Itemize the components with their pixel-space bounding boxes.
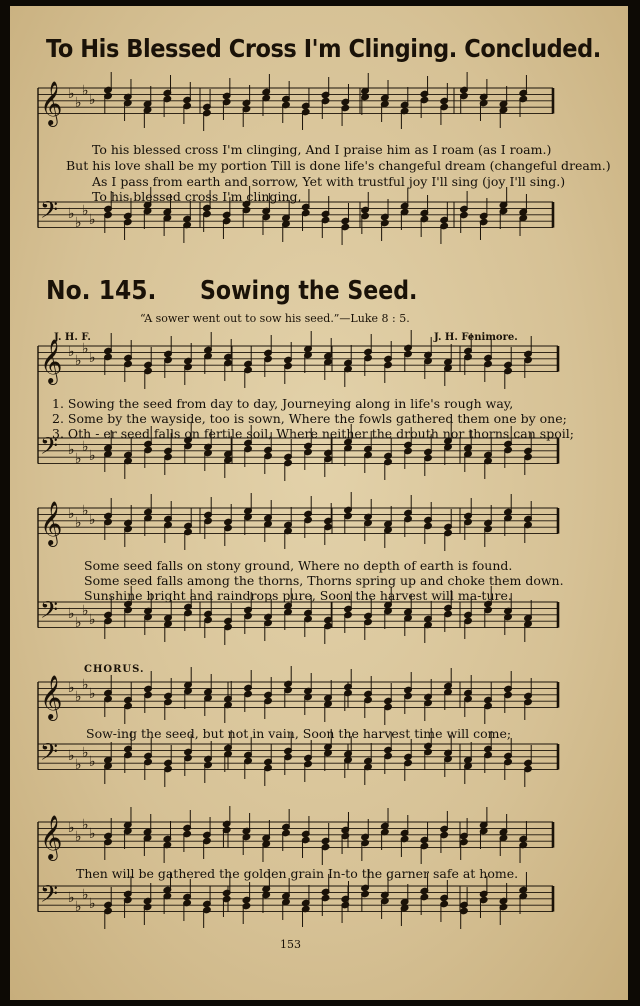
flat-icon: ♭ xyxy=(68,820,75,836)
flat-icon: ♭ xyxy=(75,451,82,467)
flat-icon: ♭ xyxy=(75,95,82,111)
treble-clef-icon: 𝄞 xyxy=(40,81,63,125)
flat-icon: ♭ xyxy=(89,350,96,366)
flat-icon: ♭ xyxy=(82,817,89,833)
top-lyric-3: As I pass from earth and sorrow, Yet with trustful joy I'll sing (joy I'll sing.) xyxy=(92,174,566,189)
flat-icon: ♭ xyxy=(82,503,89,519)
flat-icon: ♭ xyxy=(75,515,82,531)
treble-clef-icon: 𝄞 xyxy=(40,815,63,859)
flat-icon: ♭ xyxy=(75,899,82,915)
flat-icon: ♭ xyxy=(68,890,75,906)
verse1-line1: 1. Sowing the seed from day to day, Journeying along in life's rough way, xyxy=(52,396,514,411)
flat-icon: ♭ xyxy=(82,203,89,219)
top-lyric-2: But his love shall be my portion Till is done life's changeful dream (changeful dream.) xyxy=(66,158,611,173)
top-lyric-1: To his blessed cross I'm clinging, And I praise him as I roam (as I roam.) xyxy=(92,142,552,157)
flat-icon: ♭ xyxy=(89,92,96,108)
chorus-line2: Then will be gathered the golden grain In-to the garner safe at home. xyxy=(76,866,519,881)
flat-icon: ♭ xyxy=(89,512,96,528)
flat-icon: ♭ xyxy=(75,615,82,631)
flat-icon: ♭ xyxy=(89,448,96,464)
flat-icon: ♭ xyxy=(68,86,75,102)
chorus-label: CHORUS. xyxy=(84,664,145,675)
flat-icon: ♭ xyxy=(89,826,96,842)
top-lyric-4: To his blessed cross I'm clinging, xyxy=(92,189,302,204)
bass-clef-icon: 𝄢 xyxy=(40,880,59,913)
flat-icon: ♭ xyxy=(68,680,75,696)
music-credit: J. H. Fenimore. xyxy=(434,332,518,343)
flat-icon: ♭ xyxy=(68,206,75,222)
flat-icon: ♭ xyxy=(82,439,89,455)
flat-icon: ♭ xyxy=(89,896,96,912)
words-credit: J. H. F. xyxy=(54,332,91,343)
scripture-quote: “A sower went out to sow his seed.”—Luke 8 : 5. xyxy=(140,312,410,325)
hymnal-page xyxy=(10,6,628,1000)
flat-icon: ♭ xyxy=(82,603,89,619)
flat-icon: ♭ xyxy=(82,745,89,761)
hymn-number: No. 145. xyxy=(46,276,157,306)
flat-icon: ♭ xyxy=(75,829,82,845)
verse2-line2: Some seed falls among the thorns, Thorns spring up and choke them down. xyxy=(84,573,564,588)
top-hymn-title: To His Blessed Cross I'm Clinging. Concluded. xyxy=(46,34,601,63)
flat-icon: ♭ xyxy=(82,887,89,903)
flat-icon: ♭ xyxy=(68,606,75,622)
flat-icon: ♭ xyxy=(82,677,89,693)
flat-icon: ♭ xyxy=(68,748,75,764)
hymn-title: Sowing the Seed. xyxy=(200,276,418,306)
flat-icon: ♭ xyxy=(89,212,96,228)
flat-icon: ♭ xyxy=(75,215,82,231)
chorus-line1: Sow-ing the seed, but not in vain, Soon the harvest time will come; xyxy=(86,726,512,741)
flat-icon: ♭ xyxy=(89,754,96,770)
flat-icon: ♭ xyxy=(75,353,82,369)
page-number: 153 xyxy=(280,938,301,951)
flat-icon: ♭ xyxy=(89,612,96,628)
verse2-line1: 2. Some by the wayside, too is sown, Where the fowls gathered them one by one; xyxy=(52,411,567,426)
bass-clef-icon: 𝄢 xyxy=(40,596,59,629)
treble-clef-icon: 𝄞 xyxy=(40,675,63,719)
flat-icon: ♭ xyxy=(75,689,82,705)
bass-clef-icon: 𝄢 xyxy=(40,196,59,229)
flat-icon: ♭ xyxy=(75,757,82,773)
flat-icon: ♭ xyxy=(68,506,75,522)
flat-icon: ♭ xyxy=(68,442,75,458)
treble-clef-icon: 𝄞 xyxy=(40,339,63,383)
verse3-line2: Sunshine bright and raindrops pure, Soon the harvest will ma-ture. xyxy=(84,588,512,603)
flat-icon: ♭ xyxy=(82,341,89,357)
flat-icon: ♭ xyxy=(68,344,75,360)
bass-clef-icon: 𝄢 xyxy=(40,738,59,771)
bass-clef-icon: 𝄢 xyxy=(40,432,59,465)
flat-icon: ♭ xyxy=(82,83,89,99)
verse3-line1: 3. Oth - er seed falls on fertile soil, Where neither the drouth nor thorns can spoil; xyxy=(52,426,574,441)
treble-clef-icon: 𝄞 xyxy=(40,501,63,545)
verse1-line2: Some seed falls on stony ground, Where no depth of earth is found. xyxy=(84,558,513,573)
flat-icon: ♭ xyxy=(89,686,96,702)
